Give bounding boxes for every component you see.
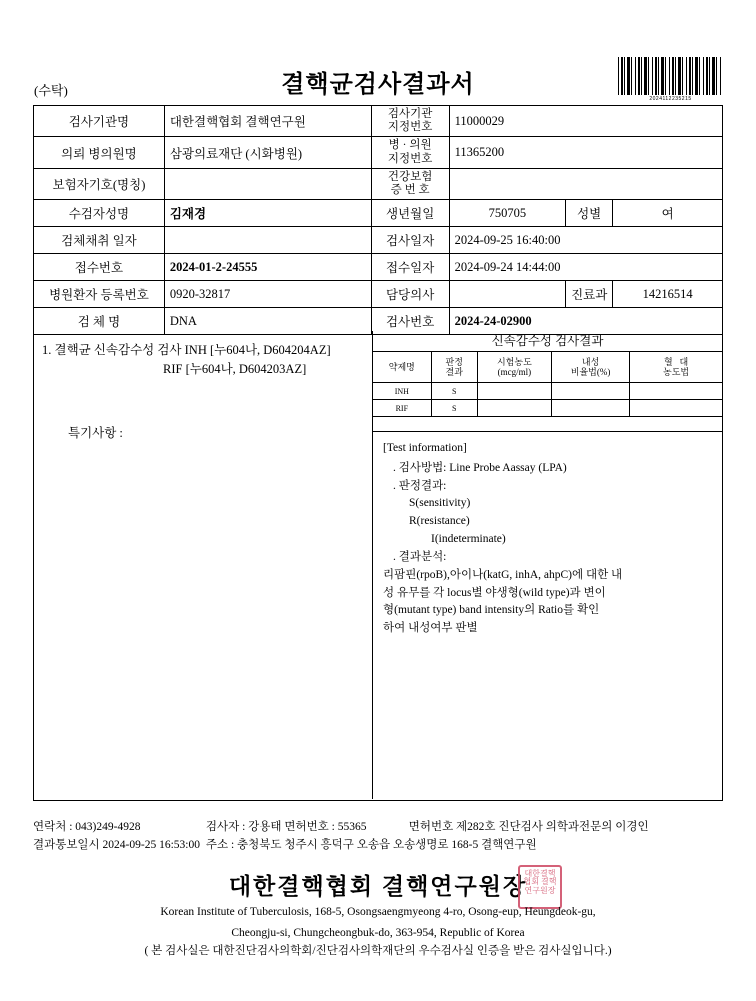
row-value-insurance-number bbox=[449, 168, 722, 199]
barcode bbox=[618, 57, 723, 103]
row-label-test-date: 검사일자 bbox=[371, 227, 449, 254]
row-value-patient-name: 김재경 bbox=[164, 200, 371, 227]
row-label-patient-name: 수검자성명 bbox=[34, 200, 165, 227]
row-value-birthdate: 750705 bbox=[449, 200, 566, 227]
cell-drug-name: RIF bbox=[373, 400, 431, 417]
footer-row-1 bbox=[33, 818, 723, 836]
cell-result: S bbox=[431, 383, 477, 400]
patient-info-table bbox=[33, 105, 723, 335]
test-method-line bbox=[383, 460, 712, 478]
table-row bbox=[373, 400, 722, 417]
susceptibility-table bbox=[373, 352, 722, 417]
row-value-specimen: DNA bbox=[164, 308, 371, 335]
row-label-specimen: 검 체 명 bbox=[34, 308, 165, 335]
table-row bbox=[34, 227, 723, 254]
test-item-list bbox=[42, 341, 331, 379]
consign-label: (수탁) bbox=[34, 83, 68, 98]
row-value-hospital-name: 삼광의료재단 (시화병원) bbox=[164, 137, 371, 168]
result-date-value: 2024-09-25 16:53:00 bbox=[102, 839, 200, 852]
test-items-panel bbox=[34, 331, 373, 799]
row-label-birthdate: 생년월일 bbox=[371, 200, 449, 227]
row-label-receipt-date: 접수일자 bbox=[371, 254, 449, 281]
test-information-block bbox=[373, 432, 722, 638]
col-blood-concentration: 혈 대 농도법 bbox=[630, 352, 722, 383]
row-label-gender: 성별 bbox=[566, 200, 613, 227]
row-value-receipt-date: 2024-09-24 14:44:00 bbox=[449, 254, 722, 281]
english-address bbox=[0, 902, 756, 943]
organization-name: 대한결핵협회 결핵연구원장 bbox=[228, 874, 528, 899]
table-row bbox=[34, 106, 723, 137]
row-value-gender: 여 bbox=[613, 200, 723, 227]
cell-concentration bbox=[477, 383, 551, 400]
col-result: 판정 결과 bbox=[431, 352, 477, 383]
col-resistance-ratio: 내성 비율법(%) bbox=[551, 352, 629, 383]
row-label-hospital-code: 병 · 의원 지정번호 bbox=[371, 137, 449, 168]
row-label-agency-name: 검사기관명 bbox=[34, 106, 165, 137]
official-seal: 대한결핵협회 결핵연구원장 bbox=[518, 865, 562, 909]
row-value-patient-id: 0920-32817 bbox=[164, 281, 371, 308]
row-value-department: 14216514 bbox=[613, 281, 723, 308]
row-value-receipt-number: 2024-01-2-24555 bbox=[164, 254, 371, 281]
col-concentration: 시험농도 (mcg/ml) bbox=[477, 352, 551, 383]
cell-blood-concentration bbox=[630, 400, 722, 417]
address-label: 주소 : bbox=[205, 839, 235, 852]
row-value-agency-name: 대한결핵협회 결핵연구원 bbox=[164, 106, 371, 137]
english-address-line-1: Korean Institute of Tuberculosis, 168-5, Osongsaengmyeong 4-ro, Osong-eup, Heungdeok-gu, bbox=[160, 906, 596, 918]
analysis-label: . 결과분석: bbox=[393, 550, 447, 563]
contact-group bbox=[33, 818, 203, 836]
certification-note: ( 본 검사실은 대한진단검사의학회/진단검사의학재단의 우수검사실 인증을 받은 검사실입니다.) bbox=[144, 945, 612, 957]
cell-resistance-ratio bbox=[551, 383, 629, 400]
judgement-sensitivity: S(sensitivity) bbox=[409, 497, 471, 510]
cell-concentration bbox=[477, 400, 551, 417]
judgement-label: . 판정결과: bbox=[393, 479, 447, 492]
row-label-collection-date: 검체채취 일자 bbox=[34, 227, 165, 254]
row-label-doctor: 담당의사 bbox=[371, 281, 449, 308]
row-label-insurance-number: 건강보험 증 번 호 bbox=[371, 168, 449, 199]
row-value-doctor bbox=[449, 281, 566, 308]
analysis-line-1: 리팜핀(rpoB),아이나(katG, inhA, ahpC)에 대한 내 bbox=[383, 568, 623, 581]
row-value-insurer-code bbox=[164, 168, 371, 199]
table-row bbox=[34, 137, 723, 168]
cell-resistance-ratio bbox=[551, 400, 629, 417]
row-label-patient-id: 병원환자 등록번호 bbox=[34, 281, 165, 308]
row-label-hospital-name: 의뢰 병의원명 bbox=[34, 137, 165, 168]
cell-result: S bbox=[431, 400, 477, 417]
barcode-bars bbox=[618, 57, 723, 95]
table-row bbox=[373, 383, 722, 400]
page-title: 결핵균검사결과서 bbox=[281, 72, 475, 98]
table-row bbox=[34, 254, 723, 281]
cell-drug-name: INH bbox=[373, 383, 431, 400]
cell-blood-concentration bbox=[630, 383, 722, 400]
susceptibility-header: 신속감수성 검사결과 bbox=[373, 331, 722, 352]
table-row bbox=[34, 281, 723, 308]
barcode-number: 2024112235215 bbox=[649, 96, 692, 102]
english-address-line-2: Cheongju-si, Chungcheongbuk-do, 363-954, Republic of Korea bbox=[231, 926, 525, 939]
row-label-insurer-code: 보험자기호(명칭) bbox=[34, 168, 165, 199]
row-label-test-number: 검사번호 bbox=[371, 308, 449, 335]
address-value: 충청북도 청주시 흥덕구 오송읍 오송생명로 168-5 결핵연구원 bbox=[237, 839, 537, 852]
inspector-label: 검사자 : bbox=[205, 821, 246, 833]
row-label-receipt-number: 접수번호 bbox=[34, 254, 165, 281]
susceptibility-panel bbox=[373, 331, 722, 799]
contact-label: 연락처 : bbox=[33, 821, 73, 833]
table-row bbox=[34, 200, 723, 227]
test-method-label: . 검사방법: bbox=[393, 461, 447, 474]
contact-value: 043)249-4928 bbox=[75, 821, 141, 833]
table-header-row bbox=[373, 352, 722, 383]
analysis-line-3: 형(mutant type) band intensity의 Ratio를 확인 bbox=[383, 604, 600, 617]
result-date-group bbox=[33, 836, 203, 854]
row-label-agency-code: 검사기관 지정번호 bbox=[371, 106, 449, 137]
license-text: 면허번호 제282호 진단검사 의학과전문의 이경인 bbox=[408, 821, 649, 833]
footer bbox=[33, 818, 723, 855]
judgement-resistance: R(resistance) bbox=[409, 515, 470, 528]
result-date-label: 결과통보일시 bbox=[33, 839, 100, 852]
analysis-line-4: 하여 내성여부 판별 bbox=[383, 622, 478, 635]
row-value-test-date: 2024-09-25 16:40:00 bbox=[449, 227, 722, 254]
inspector-group bbox=[206, 818, 406, 836]
row-value-hospital-code: 11365200 bbox=[449, 137, 722, 168]
analysis-line-2: 성 유무를 각 locus별 야생형(wild type)과 변이 bbox=[383, 586, 606, 599]
col-drug-name: 약제명 bbox=[373, 352, 431, 383]
row-value-collection-date bbox=[164, 227, 371, 254]
judgement-indeterminate: I(indeterminate) bbox=[431, 533, 506, 546]
row-value-test-number: 2024-24-02900 bbox=[449, 308, 722, 335]
special-note-label: 특기사항 : bbox=[68, 426, 123, 440]
address-group bbox=[206, 836, 537, 854]
results-region bbox=[33, 331, 723, 801]
test-item-line-1: 1. 결핵균 신속감수성 검사 INH [누604나, D604204AZ] bbox=[42, 343, 331, 357]
test-item-line-2: RIF [누604나, D604203AZ] bbox=[163, 361, 307, 376]
row-value-agency-code: 11000029 bbox=[449, 106, 722, 137]
row-label-department: 진료과 bbox=[566, 281, 613, 308]
test-method-value: Line Probe Aassay (LPA) bbox=[449, 461, 567, 474]
inspector-value: 강용태 면허번호 : 55365 bbox=[248, 821, 367, 833]
table-row bbox=[34, 168, 723, 199]
test-information-title: [Test information] bbox=[383, 442, 467, 454]
footer-row-2 bbox=[33, 836, 723, 854]
